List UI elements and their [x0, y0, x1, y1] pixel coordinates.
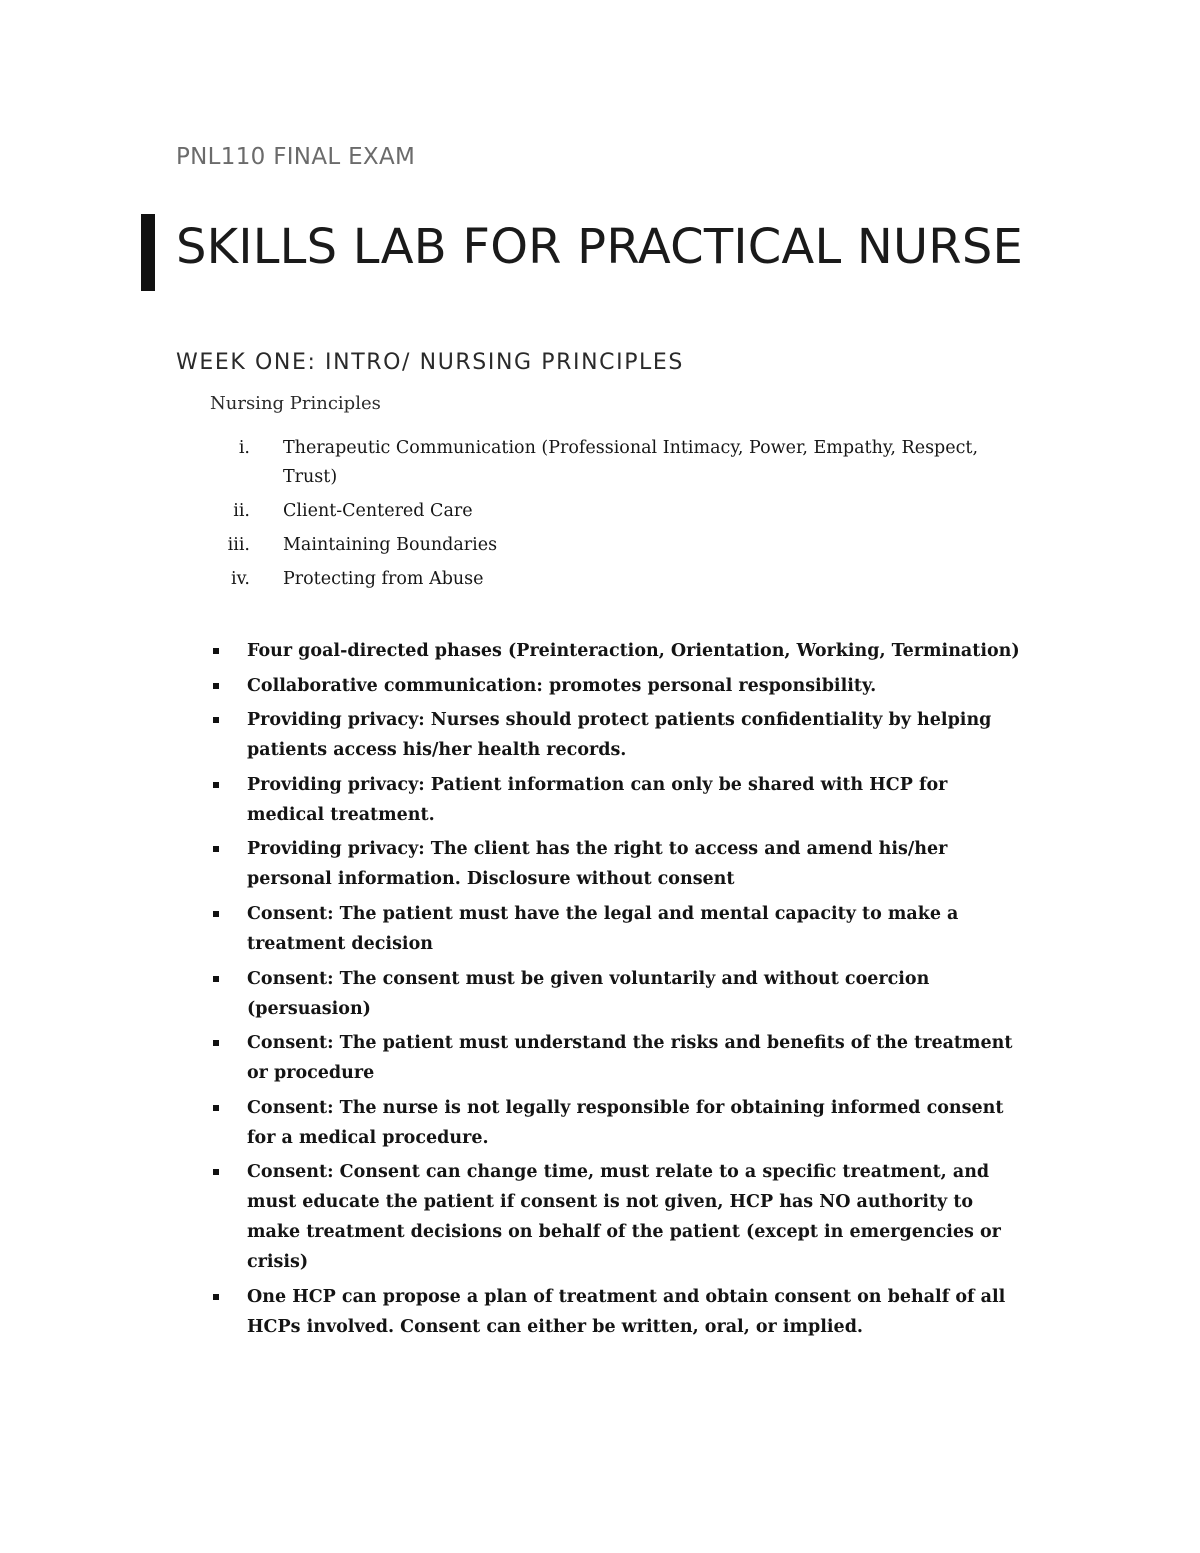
- list-marker: i.: [238, 438, 250, 458]
- square-bullet-icon: [213, 911, 219, 917]
- square-bullet-icon: [213, 782, 219, 788]
- document-title: SKILLS LAB FOR PRACTICAL NURSE: [176, 219, 1024, 275]
- list-item-text: Collaborative communication: promotes personal responsibility.: [247, 675, 877, 696]
- square-bullet-icon: [213, 1169, 219, 1175]
- square-bullet-icon: [213, 1294, 219, 1300]
- square-bullet-icon: [213, 1040, 219, 1046]
- list-item: [210, 1093, 1030, 1153]
- list-item: [210, 834, 1030, 894]
- title-accent-bar: [141, 214, 155, 291]
- list-item: [210, 671, 1030, 701]
- list-item-text: Consent: The consent must be given voluntarily and without coercion (persuasion): [247, 968, 930, 1019]
- notes-bullet-list: [210, 636, 1030, 1347]
- square-bullet-icon: [213, 976, 219, 982]
- list-item: [210, 1282, 1030, 1342]
- document-header: PNL110 FINAL EXAM: [176, 144, 416, 170]
- list-item-text: Consent: The patient must have the legal and mental capacity to make a treatment decision: [247, 903, 959, 954]
- list-item-text: Providing privacy: Nurses should protect patients confidentiality by helping patients access his/her health records.: [247, 710, 992, 761]
- list-item-text: Client-Centered Care: [283, 501, 473, 521]
- list-item: [210, 497, 1030, 526]
- list-item: [210, 1157, 1030, 1277]
- section-heading: WEEK ONE: INTRO/ NURSING PRINCIPLES: [176, 350, 684, 375]
- list-marker: iv.: [231, 569, 250, 589]
- list-item-text: Therapeutic Communication (Professional Intimacy, Power, Empathy, Respect, Trust): [283, 438, 979, 487]
- list-item-text: Maintaining Boundaries: [283, 535, 498, 555]
- list-item: [210, 531, 1030, 560]
- list-item-text: One HCP can propose a plan of treatment and obtain consent on behalf of all HCPs involved. Consent can either be written, oral, or implied.: [247, 1286, 1006, 1337]
- list-item-text: Providing privacy: The client has the right to access and amend his/her personal information. Disclosure without consent: [247, 839, 948, 890]
- principles-list: [210, 434, 1030, 599]
- list-item: [210, 1028, 1030, 1088]
- list-item-text: Providing privacy: Patient information can only be shared with HCP for medical treatment.: [247, 774, 948, 825]
- square-bullet-icon: [213, 846, 219, 852]
- list-marker: ii.: [233, 501, 250, 521]
- list-item-text: Consent: The patient must understand the risks and benefits of the treatment or procedure: [247, 1033, 1013, 1084]
- list-item-text: Protecting from Abuse: [283, 569, 484, 589]
- list-item: [210, 705, 1030, 765]
- list-item: [210, 636, 1030, 666]
- list-item: [210, 899, 1030, 959]
- square-bullet-icon: [213, 1105, 219, 1111]
- list-marker: iii.: [227, 535, 250, 555]
- list-item-text: Consent: Consent can change time, must relate to a specific treatment, and must educate the patient if consent is not given, HCP has NO authority to make treatment decisions on behalf of the patient (except in emergencies or crisis): [247, 1162, 1001, 1273]
- list-item-text: Four goal-directed phases (Preinteraction, Orientation, Working, Termination): [247, 641, 1020, 661]
- list-item: [210, 964, 1030, 1024]
- square-bullet-icon: [213, 648, 219, 654]
- subheading: Nursing Principles: [210, 393, 381, 414]
- square-bullet-icon: [213, 683, 219, 689]
- list-item: [210, 434, 1030, 492]
- list-item-text: Consent: The nurse is not legally responsible for obtaining informed consent for a medical procedure.: [247, 1097, 1004, 1148]
- list-item: [210, 770, 1030, 830]
- square-bullet-icon: [213, 717, 219, 723]
- list-item: [210, 565, 1030, 594]
